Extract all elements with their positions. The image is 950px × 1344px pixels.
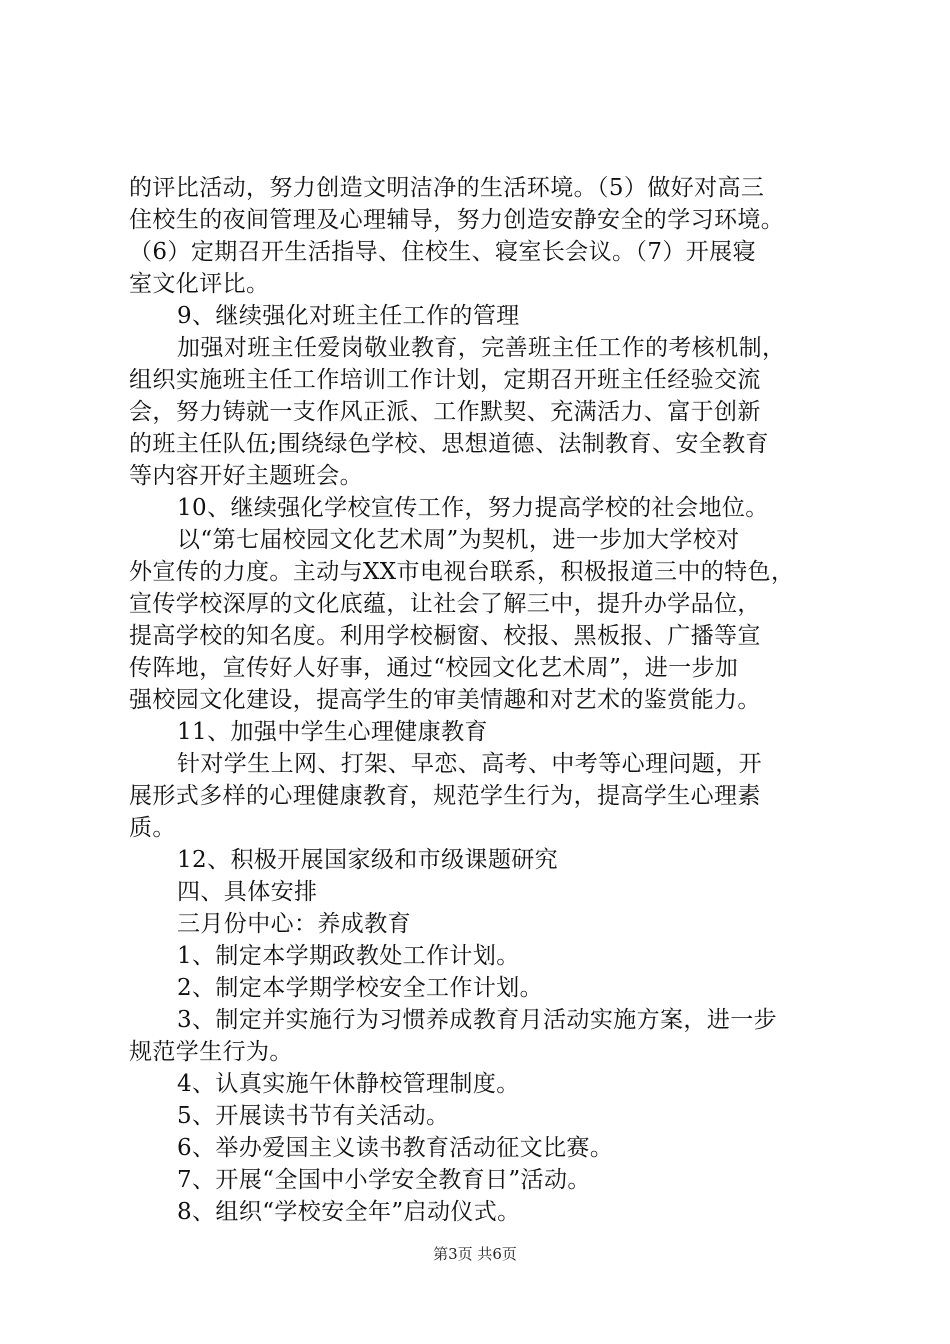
text-line: 等内容开好主题班会。	[129, 463, 363, 489]
list-item: 2、制定本学期学校安全工作计划。	[177, 975, 544, 1001]
section-heading: 11、加强中学生心理健康教育	[177, 719, 488, 745]
section-heading: 10、继续强化学校宣传工作，努力提高学校的社会地位。	[177, 495, 769, 521]
page-number: 第3页 共6页	[433, 1245, 517, 1263]
list-item: 7、开展“全国中小学安全教育日”活动。	[177, 1167, 591, 1193]
text-line: 宣传学校深厚的文化底蕴，让社会了解三中，提升办学品位，	[129, 591, 761, 617]
section-heading: 9、继续强化对班主任工作的管理	[177, 303, 520, 329]
list-item: 8、组织“学校安全年”启动仪式。	[177, 1199, 521, 1225]
list-item: 5、开展读书节有关活动。	[177, 1103, 450, 1129]
section-heading: 四、具体安排	[177, 879, 318, 905]
text-line: 加强对班主任爱岗敬业教育，完善班主任工作的考核机制，	[177, 335, 786, 361]
subsection-heading: 三月份中心：养成教育	[177, 911, 411, 937]
text-line: 传阵地，宣传好人好事，通过“校园文化艺术周”，进一步加	[129, 655, 739, 681]
page-footer	[0, 1244, 950, 1264]
list-item: 6、举办爱国主义读书教育活动征文比赛。	[177, 1135, 614, 1161]
text-line: 会，努力铸就一支作风正派、工作默契、充满活力、富于创新	[129, 399, 761, 425]
list-item: 4、认真实施午休静校管理制度。	[177, 1071, 520, 1097]
text-line: 住校生的夜间管理及心理辅导，努力创造安静安全的学习环境。	[129, 207, 785, 233]
text-line: 的班主任队伍;围绕绿色学校、思想道德、法制教育、安全教育	[129, 431, 769, 457]
text-line: （6）定期召开生活指导、住校生、寝室长会议。（7）开展寝	[129, 239, 756, 265]
section-heading: 12、积极开展国家级和市级课题研究	[177, 847, 559, 873]
text-line: 的评比活动，努力创造文明洁净的生活环境。（5）做好对高三	[129, 175, 765, 201]
text-line: 室文化评比。	[129, 271, 270, 297]
document-body	[129, 172, 839, 1228]
text-line: 组织实施班主任工作培训工作计划，定期召开班主任经验交流	[129, 367, 761, 393]
list-item: 3、制定并实施行为习惯养成教育月活动实施方案，进一步	[177, 1007, 778, 1033]
text-line: 以“第七届校园文化艺术周”为契机，进一步加大学校对	[177, 527, 740, 553]
text-line: 针对学生上网、打架、早恋、高考、中考等心理问题，开	[177, 751, 762, 777]
text-line: 强校园文化建设，提高学生的审美情趣和对艺术的鉴赏能力。	[129, 687, 761, 713]
text-line: 质。	[129, 815, 176, 841]
text-line: 展形式多样的心理健康教育，规范学生行为，提高学生心理素	[129, 783, 761, 809]
list-item-continuation: 规范学生行为。	[129, 1039, 293, 1065]
text-line: 提高学校的知名度。利用学校橱窗、校报、黑板报、广播等宣	[129, 623, 761, 649]
text-line: 外宣传的力度。主动与XX市电视台联系，积极报道三中的特色，	[129, 559, 795, 585]
list-item: 1、制定本学期政教处工作计划。	[177, 943, 520, 969]
